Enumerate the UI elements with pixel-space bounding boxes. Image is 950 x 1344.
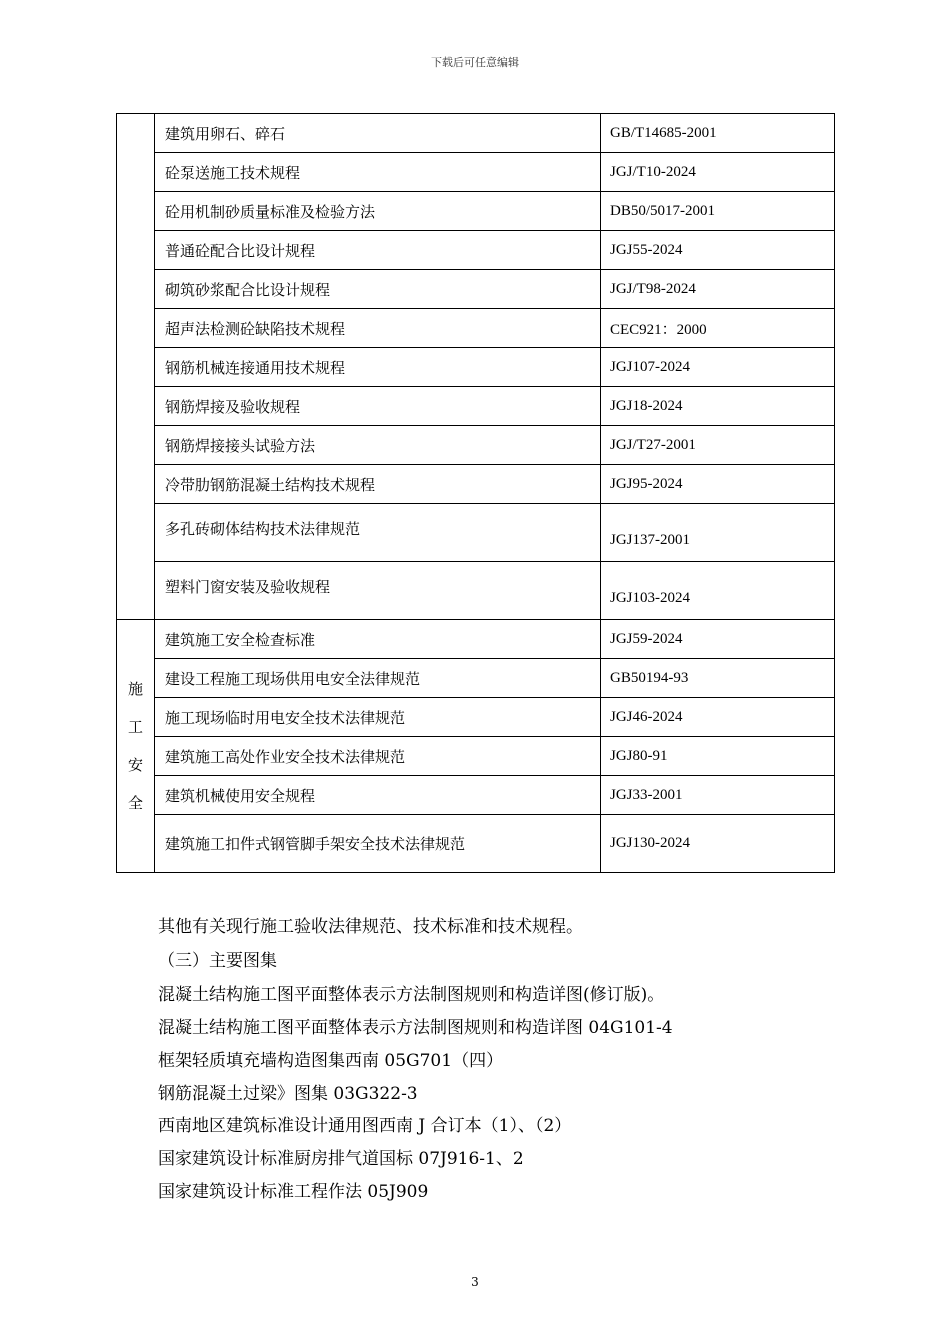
standard-code: CEC921：2000 bbox=[601, 309, 835, 348]
standard-name: 建筑施工扣件式钢管脚手架安全技术法律规范 bbox=[155, 815, 601, 873]
table-row bbox=[117, 737, 835, 776]
page-number: 3 bbox=[471, 1275, 479, 1289]
standard-code: JGJ103-2024 bbox=[601, 562, 835, 620]
standard-code: JGJ33-2001 bbox=[601, 776, 835, 815]
table-row bbox=[117, 776, 835, 815]
table-row bbox=[117, 698, 835, 737]
standard-name: 多孔砖砌体结构技术法律规范 bbox=[155, 504, 601, 562]
standard-code: JGJ80-91 bbox=[601, 737, 835, 776]
section-heading: （三）主要图集 bbox=[158, 951, 277, 971]
standard-code: JGJ95-2024 bbox=[601, 465, 835, 504]
table-row bbox=[117, 659, 835, 698]
standards-table bbox=[116, 113, 835, 873]
category-cell-materials bbox=[117, 114, 155, 620]
page-header: 下载后可任意编辑 bbox=[431, 56, 519, 69]
standard-code: JGJ59-2024 bbox=[601, 620, 835, 659]
category-cell-construction-safety bbox=[117, 620, 155, 873]
standard-code: JGJ/T10-2024 bbox=[601, 153, 835, 192]
standard-name: 冷带肋钢筋混凝土结构技术规程 bbox=[155, 465, 601, 504]
category-char: 安 bbox=[127, 756, 143, 774]
table-row bbox=[117, 114, 835, 153]
category-char: 工 bbox=[127, 718, 143, 736]
body-paragraph: 西南地区建筑标准设计通用图西南 J 合订本（1）、（2） bbox=[158, 1116, 572, 1136]
category-char: 全 bbox=[127, 794, 143, 812]
standard-code: DB50/5017-2001 bbox=[601, 192, 835, 231]
body-paragraph: 国家建筑设计标准工程作法 05J909 bbox=[158, 1182, 429, 1202]
table-row bbox=[117, 387, 835, 426]
standard-name: 砌筑砂浆配合比设计规程 bbox=[155, 270, 601, 309]
table-row bbox=[117, 504, 835, 562]
standard-name: 普通砼配合比设计规程 bbox=[155, 231, 601, 270]
table-row bbox=[117, 309, 835, 348]
standard-name: 钢筋机械连接通用技术规程 bbox=[155, 348, 601, 387]
table-row bbox=[117, 153, 835, 192]
table-row bbox=[117, 815, 835, 873]
table-row bbox=[117, 192, 835, 231]
table-row bbox=[117, 231, 835, 270]
standard-code: JGJ/T98-2024 bbox=[601, 270, 835, 309]
table-row bbox=[117, 270, 835, 309]
body-paragraph: 框架轻质填充墙构造图集西南 05G701（四） bbox=[158, 1051, 504, 1071]
body-paragraph: 其他有关现行施工验收法律规范、技术标准和技术规程。 bbox=[158, 917, 583, 937]
standard-name: 超声法检测砼缺陷技术规程 bbox=[155, 309, 601, 348]
standard-code: JGJ46-2024 bbox=[601, 698, 835, 737]
category-char: 施 bbox=[127, 680, 143, 698]
table-row bbox=[117, 620, 835, 659]
standard-code: GB50194-93 bbox=[601, 659, 835, 698]
table-row bbox=[117, 465, 835, 504]
standard-name: 建筑用卵石、碎石 bbox=[155, 114, 601, 153]
standard-name: 建设工程施工现场供用电安全法律规范 bbox=[155, 659, 601, 698]
standard-code: JGJ55-2024 bbox=[601, 231, 835, 270]
standard-code: GB/T14685-2001 bbox=[601, 114, 835, 153]
body-paragraph: 钢筋混凝土过梁》图集 03G322-3 bbox=[158, 1084, 418, 1104]
standard-code: JGJ130-2024 bbox=[601, 815, 835, 873]
body-paragraph: 混凝土结构施工图平面整体表示方法制图规则和构造详图 04G101-4 bbox=[158, 1018, 673, 1038]
standard-name: 建筑施工安全检查标准 bbox=[155, 620, 601, 659]
table-row bbox=[117, 348, 835, 387]
standard-name: 施工现场临时用电安全技术法律规范 bbox=[155, 698, 601, 737]
standard-name: 砼泵送施工技术规程 bbox=[155, 153, 601, 192]
standard-code: JGJ/T27-2001 bbox=[601, 426, 835, 465]
standard-code: JGJ137-2001 bbox=[601, 504, 835, 562]
table-row bbox=[117, 426, 835, 465]
body-paragraph: 国家建筑设计标准厨房排气道国标 07J916-1、2 bbox=[158, 1149, 524, 1169]
standard-code: JGJ107-2024 bbox=[601, 348, 835, 387]
standard-name: 建筑机械使用安全规程 bbox=[155, 776, 601, 815]
standard-name: 建筑施工高处作业安全技术法律规范 bbox=[155, 737, 601, 776]
standard-name: 砼用机制砂质量标准及检验方法 bbox=[155, 192, 601, 231]
standard-code: JGJ18-2024 bbox=[601, 387, 835, 426]
standard-name: 塑料门窗安装及验收规程 bbox=[155, 562, 601, 620]
standard-name: 钢筋焊接及验收规程 bbox=[155, 387, 601, 426]
table-row bbox=[117, 562, 835, 620]
standard-name: 钢筋焊接接头试验方法 bbox=[155, 426, 601, 465]
body-paragraph: 混凝土结构施工图平面整体表示方法制图规则和构造详图(修订版)。 bbox=[158, 985, 665, 1005]
